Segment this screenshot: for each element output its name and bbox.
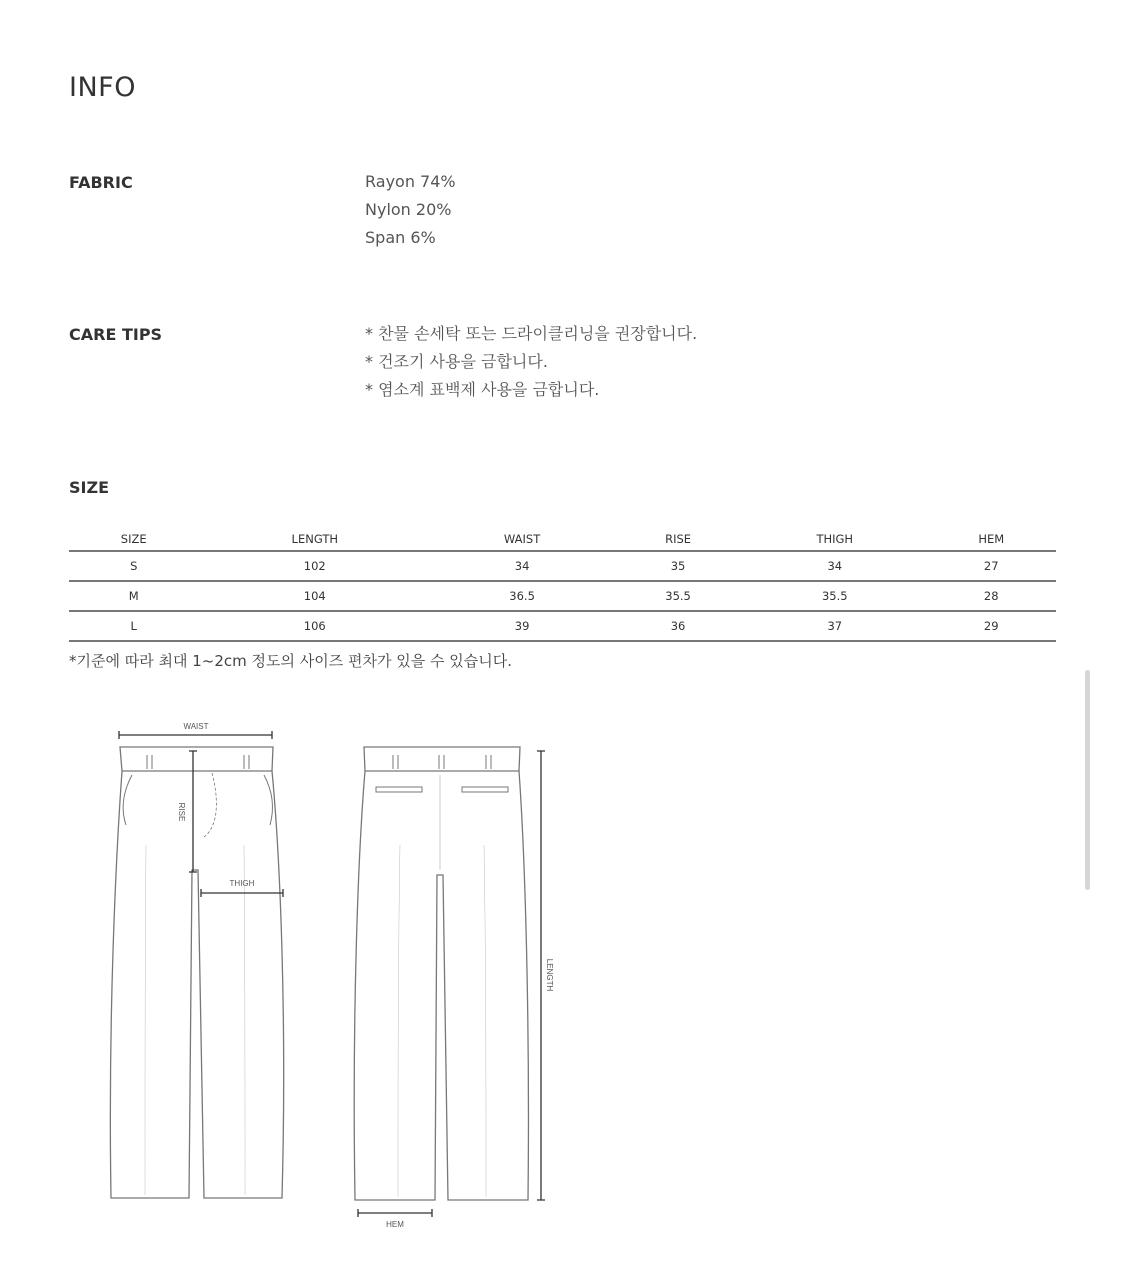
- fabric-item: Span 6%: [365, 228, 436, 247]
- table-cell: 102: [198, 551, 431, 581]
- care-tip-item: * 찬물 손세탁 또는 드라이클리닝을 권장합니다.: [365, 324, 698, 343]
- table-cell: 27: [927, 551, 1057, 581]
- table-cell: 34: [743, 551, 926, 581]
- col-header-thigh: THIGH: [743, 528, 926, 551]
- care-tip-item: * 건조기 사용을 금합니다.: [365, 352, 548, 371]
- size-deviation-note: *기준에 따라 최대 1~2cm 정도의 사이즈 편차가 있을 수 있습니다.: [69, 652, 512, 670]
- table-cell: 34: [431, 551, 613, 581]
- table-cell: 37: [743, 611, 926, 641]
- waist-dimension-label: WAIST: [183, 722, 209, 731]
- care-tips-list: [365, 320, 697, 404]
- table-cell: 104: [198, 581, 431, 611]
- table-cell: 35: [613, 551, 743, 581]
- pants-measurement-diagram: [100, 715, 570, 1235]
- table-cell: 39: [431, 611, 613, 641]
- size-table: [69, 528, 1056, 642]
- table-cell: 35.5: [613, 581, 743, 611]
- scrollbar-thumb[interactable]: [1085, 670, 1090, 890]
- info-title: INFO: [69, 72, 136, 103]
- pants-front-icon: [110, 747, 283, 1198]
- thigh-dimension-label: THIGH: [229, 879, 255, 888]
- table-cell: S: [69, 551, 198, 581]
- col-header-size: SIZE: [69, 528, 198, 551]
- table-row: [69, 551, 1056, 581]
- care-tip-item: * 염소계 표백제 사용을 금합니다.: [365, 380, 600, 399]
- table-cell: 36: [613, 611, 743, 641]
- table-cell: L: [69, 611, 198, 641]
- fabric-item: Nylon 20%: [365, 200, 452, 219]
- care-tips-label: CARE TIPS: [69, 325, 163, 344]
- size-label: SIZE: [69, 478, 110, 497]
- col-header-hem: HEM: [927, 528, 1057, 551]
- rise-dimension-label: RISE: [177, 802, 186, 822]
- table-row: [69, 581, 1056, 611]
- fabric-label: FABRIC: [69, 173, 133, 192]
- table-cell: M: [69, 581, 198, 611]
- table-row: [69, 611, 1056, 641]
- length-dimension-label: LENGTH: [545, 958, 554, 992]
- table-cell: 36.5: [431, 581, 613, 611]
- table-cell: 29: [927, 611, 1057, 641]
- size-table-header: [69, 528, 1056, 551]
- fabric-item: Rayon 74%: [365, 172, 456, 191]
- table-cell: 35.5: [743, 581, 926, 611]
- table-cell: 106: [198, 611, 431, 641]
- fabric-list: [365, 168, 456, 252]
- pants-back-icon: [354, 747, 528, 1200]
- col-header-rise: RISE: [613, 528, 743, 551]
- col-header-length: LENGTH: [198, 528, 431, 551]
- table-cell: 28: [927, 581, 1057, 611]
- hem-dimension-label: HEM: [386, 1220, 404, 1229]
- col-header-waist: WAIST: [431, 528, 613, 551]
